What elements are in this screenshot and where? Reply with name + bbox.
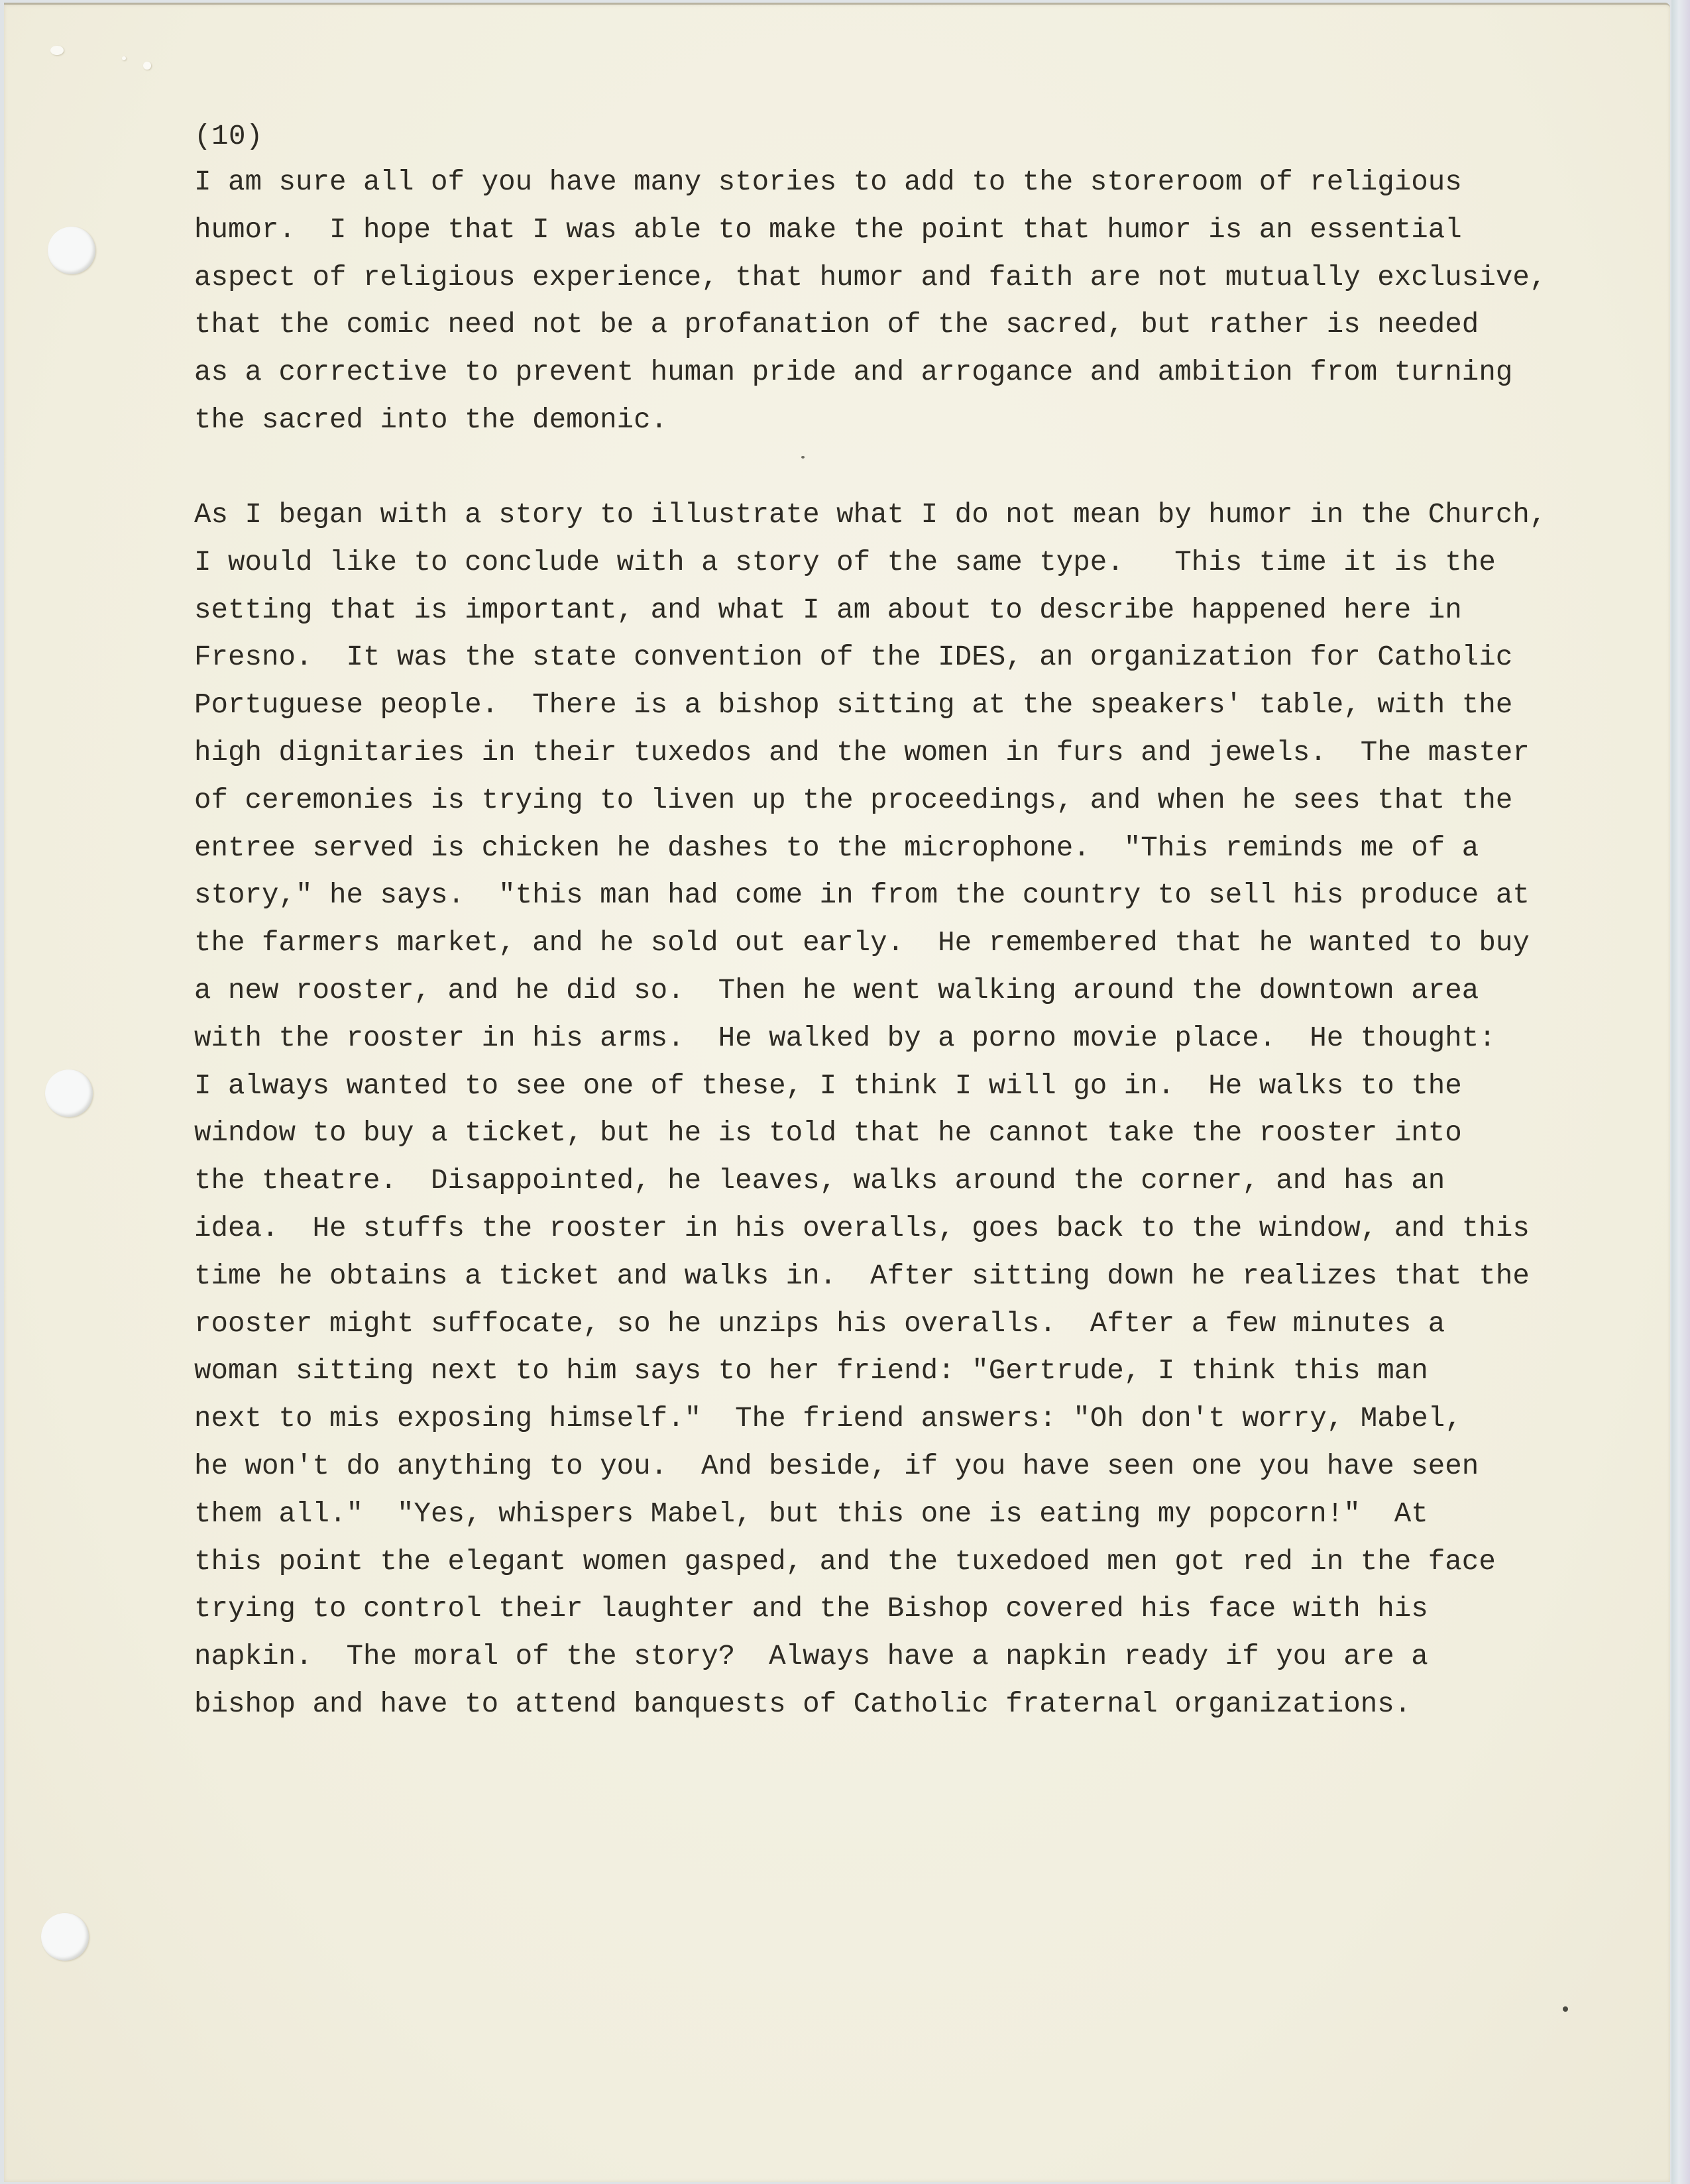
paper-dent <box>122 56 126 60</box>
text-line: high dignitaries in their tuxedos and the women in furs and jewels. The master <box>194 737 1530 769</box>
text-line: setting that is important, and what I am about to describe happened here in <box>194 594 1462 626</box>
text-line: Fresno. It was the state convention of the IDES, an organization for Catholic <box>194 641 1513 674</box>
text-line: Portuguese people. There is a bishop sitting at the speakers' table, with the <box>194 689 1513 722</box>
text-line: entree served is chicken he dashes to the microphone. "This reminds me of a <box>194 832 1479 864</box>
page-number: (10) <box>194 121 264 152</box>
paper-dent <box>143 62 151 70</box>
text-line: the sacred into the demonic. <box>194 404 668 436</box>
text-line: humor. I hope that I was able to make the point that humor is an essential <box>194 213 1462 246</box>
text-line: as a corrective to prevent human pride and arrogance and ambition from turning <box>194 356 1513 389</box>
text-line: the farmers market, and he sold out early. He remembered that he wanted to buy <box>194 927 1530 959</box>
text-line: a new rooster, and he did so. Then he went walking around the downtown area <box>194 975 1479 1007</box>
text-line: them all." "Yes, whispers Mabel, but this one is eating my popcorn!" At <box>194 1498 1428 1530</box>
text-line: of ceremonies is trying to liven up the proceedings, and when he sees that the <box>194 784 1513 816</box>
text-line: I am sure all of you have many stories to add to the storeroom of religious <box>194 166 1462 198</box>
punch-hole <box>48 227 95 274</box>
text-line: trying to control their laughter and the Bishop covered his face with his <box>194 1593 1428 1625</box>
text-line: As I began with a story to illustrate what I do not mean by humor in the Church, <box>194 499 1547 531</box>
text-line: idea. He stuffs the rooster in his overalls, goes back to the window, and this <box>194 1213 1530 1244</box>
text-line: this point the elegant women gasped, and the tuxedoed men got red in the face <box>194 1545 1496 1578</box>
text-line: woman sitting next to him says to her friend: "Gertrude, I think this man <box>194 1355 1428 1388</box>
text-line: with the rooster in his arms. He walked by a porno movie place. He thought: <box>194 1022 1496 1054</box>
paper-dent <box>50 46 64 55</box>
text-line: I would like to conclude with a story of the same type. This time it is the <box>194 546 1496 578</box>
text-line: time he obtains a ticket and walks in. After sitting down he realizes that the <box>194 1260 1530 1292</box>
text-line: next to mis exposing himself." The friend answers: "Oh don't worry, Mabel, <box>194 1403 1462 1435</box>
text-line: he won't do anything to you. And beside, if you have seen one you have seen <box>194 1450 1479 1482</box>
text-line: aspect of religious experience, that humor and faith are not mutually exclusive, <box>194 261 1547 294</box>
punch-hole <box>45 1069 93 1117</box>
text-line: that the comic need not be a profanation of the sacred, but rather is needed <box>194 309 1479 341</box>
document-page <box>4 3 1670 2182</box>
scanner-edge <box>1671 0 1690 2184</box>
text-line: story," he says. "this man had come in from the country to sell his produce at <box>194 879 1530 912</box>
ink-speck <box>1563 2006 1568 2012</box>
text-line: window to buy a ticket, but he is told that he cannot take the rooster into <box>194 1117 1462 1150</box>
text-line: napkin. The moral of the story? Always have a napkin ready if you are a <box>194 1641 1428 1673</box>
punch-hole <box>41 1913 89 1961</box>
text-line: I always wanted to see one of these, I think I will go in. He walks to the <box>194 1069 1462 1102</box>
text-line: bishop and have to attend banquests of Catholic fraternal organizations. <box>194 1688 1412 1720</box>
text-line: rooster might suffocate, so he unzips his overalls. After a few minutes a <box>194 1307 1445 1340</box>
ink-speck <box>801 456 805 459</box>
text-line: the theatre. Disappointed, he leaves, walks around the corner, and has an <box>194 1165 1445 1197</box>
